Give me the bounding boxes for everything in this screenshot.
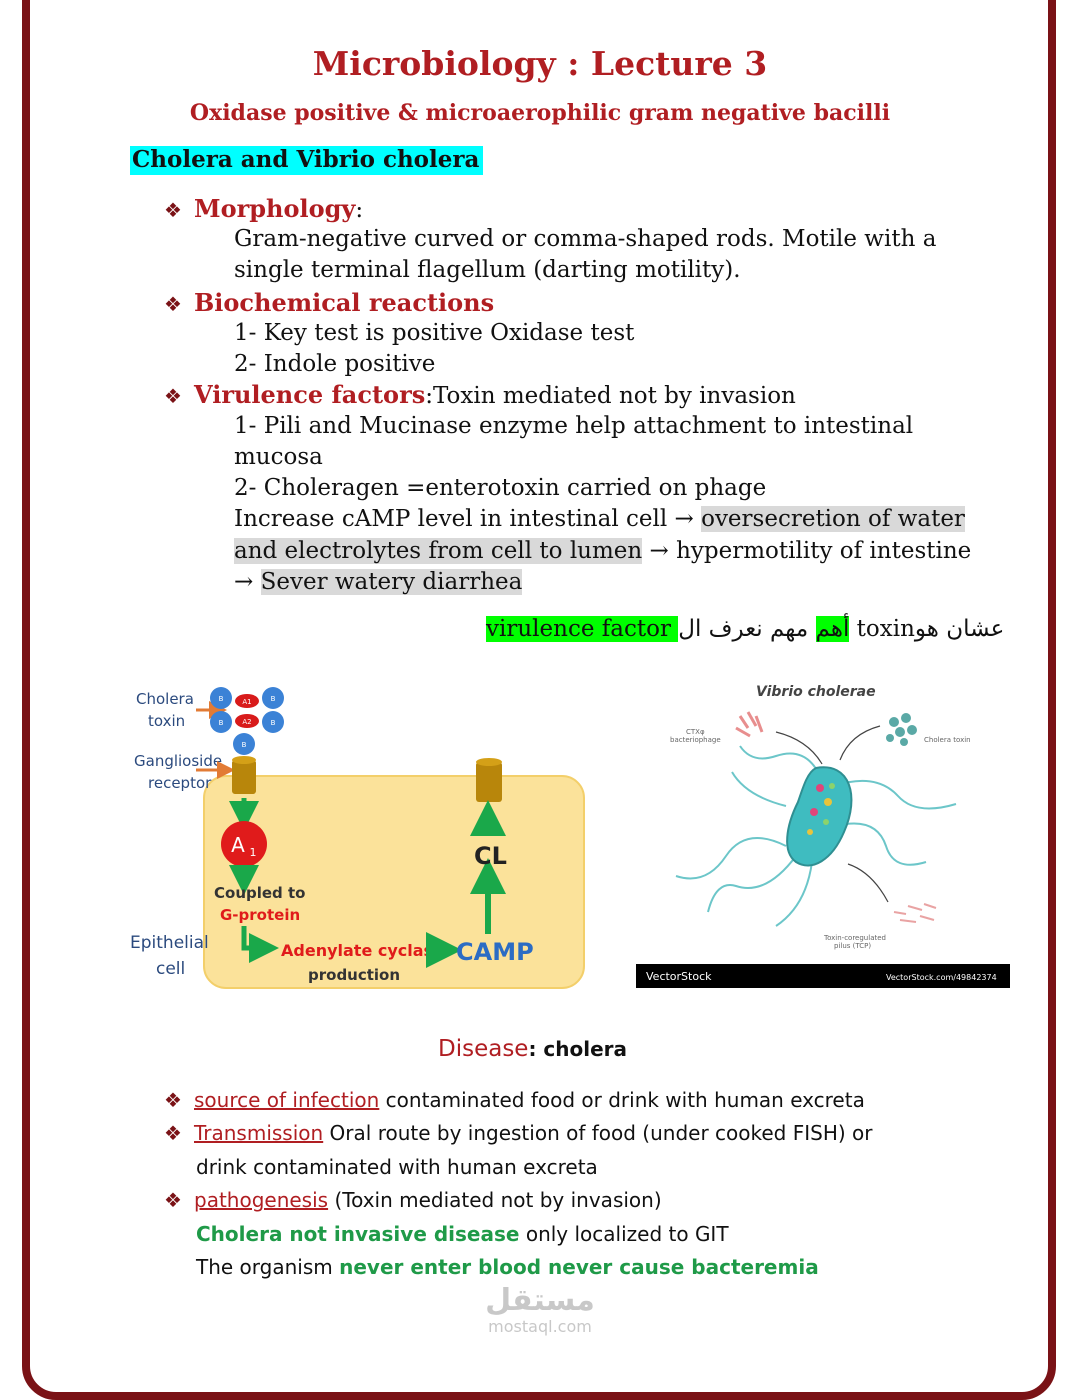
label-cholera-toxin-1: Cholera xyxy=(136,690,194,708)
pathogenesis-line-b: The organism never enter blood never cause bacteremia xyxy=(196,1255,819,1279)
virulence-line-3: 2- Choleragen =enterotoxin carried on phage xyxy=(234,475,767,501)
virulence-line-5: and electrolytes from cell to lumen → hypermotility of intestine xyxy=(234,538,972,564)
svg-text:B: B xyxy=(218,695,224,703)
biochemical-line-1: 1- Key test is positive Oxidase test xyxy=(234,320,635,346)
svg-text:B: B xyxy=(218,719,224,727)
toxin-mechanism-diagram xyxy=(126,680,596,1000)
label-gprotein: G-protein xyxy=(220,906,301,924)
label-production: production xyxy=(308,966,401,984)
ganglioside-receptor-shape xyxy=(232,760,256,794)
section-heading: Cholera and Vibrio cholera xyxy=(130,146,483,175)
pathogenesis-bullet: ❖ pathogenesis (Toxin mediated not by invasion) xyxy=(164,1188,662,1212)
label-camp: CAMP xyxy=(456,938,534,966)
virulence-bullet xyxy=(164,380,796,412)
mostaql-watermark: مستقل mostaql.com xyxy=(485,1283,595,1336)
label-epithelial-2: cell xyxy=(156,959,186,979)
label-epithelial-1: Epithelial xyxy=(130,933,209,953)
disease-label: Disease xyxy=(438,1036,529,1062)
label-ganglioside-1: Ganglioside xyxy=(134,752,223,770)
biochemical-bullet xyxy=(164,288,494,317)
source-bullet: ❖ source of infection contaminated food or drink with human excreta xyxy=(164,1088,865,1112)
label-cl: CL xyxy=(474,842,507,870)
virulence-line-1: 1- Pili and Mucinase enzyme help attachment to intestinal xyxy=(234,413,914,439)
diamond-bullet-icon: ❖ xyxy=(164,292,182,316)
svg-text:1: 1 xyxy=(249,846,257,859)
diamond-bullet-icon: ❖ xyxy=(164,1121,182,1145)
arabic-note: virulence factor أهم مهم نعرف ال toxinعشان هو xyxy=(486,616,1005,642)
morphology-bullet: ❖ Morphology: xyxy=(164,194,364,223)
ctx-label-2: bacteriophage xyxy=(670,736,721,744)
svg-text:A1: A1 xyxy=(242,698,252,706)
svg-text:A2: A2 xyxy=(242,718,252,726)
vibrio-cholerae-illustration xyxy=(636,676,1010,988)
pathogenesis-label: pathogenesis xyxy=(194,1188,329,1212)
transmission-bullet: ❖ Transmission Oral route by ingestion of food (under cooked FISH) or xyxy=(164,1121,873,1145)
virulence-rest: :Toxin mediated not by invasion xyxy=(425,383,796,409)
toxin-label: Cholera toxin xyxy=(924,736,971,744)
label-cholera-toxin-2: toxin xyxy=(148,712,186,730)
highlight-diarrhea: Sever watery diarrhea xyxy=(260,569,523,595)
highlight-electrolytes: and electrolytes from cell to lumen xyxy=(234,538,643,564)
diamond-bullet-icon: ❖ xyxy=(164,384,182,408)
ctx-label-1: CTXφ xyxy=(686,728,705,736)
svg-text:A: A xyxy=(231,833,245,857)
biochemical-label: Biochemical reactions xyxy=(194,288,495,317)
disease-heading xyxy=(438,1036,627,1062)
morphology-label: Morphology xyxy=(194,194,356,223)
virulence-label: Virulence factors xyxy=(194,380,426,409)
label-adenylate: Adenylate cyclase xyxy=(281,941,444,960)
page-subtitle: Oxidase positive & microaerophilic gram negative bacilli xyxy=(189,100,891,126)
vectorstock-left: VectorStock xyxy=(646,970,712,983)
vectorstock-right: VectorStock.com/49842374 xyxy=(886,973,997,982)
page-title: Microbiology : Lecture 3 xyxy=(312,44,768,83)
virulence-line-4: Increase cAMP level in intestinal cell → oversecretion of water xyxy=(234,506,965,532)
diamond-bullet-icon: ❖ xyxy=(164,1188,182,1212)
pathogenesis-line-a: Cholera not invasive disease only localized to GIT xyxy=(196,1222,729,1246)
svg-text:B: B xyxy=(241,741,247,749)
highlight-virulence-factor: virulence factor أهم xyxy=(486,616,850,642)
transmission-label: Transmission xyxy=(194,1121,324,1145)
transmission-line-2: drink contaminated with human excreta xyxy=(196,1155,598,1179)
label-ganglioside-2: receptor xyxy=(148,774,212,792)
morphology-line-1: Gram-negative curved or comma-shaped rods. Motile with a xyxy=(234,226,937,252)
highlight-oversecretion: oversecretion of water xyxy=(701,506,965,532)
tcp-label-2: pilus (TCP) xyxy=(834,942,872,950)
tcp-label-1: Toxin-coregulated xyxy=(824,934,886,942)
virulence-line-2: mucosa xyxy=(234,444,323,470)
source-label: source of infection xyxy=(194,1088,380,1112)
biochemical-line-2: 2- Indole positive xyxy=(234,351,436,377)
disease-value: : cholera xyxy=(528,1037,628,1061)
vibrio-title: Vibrio cholerae xyxy=(756,684,876,700)
svg-text:B: B xyxy=(270,719,276,727)
diamond-bullet-icon: ❖ xyxy=(164,198,182,222)
svg-text:B: B xyxy=(270,695,276,703)
label-coupled: Coupled to xyxy=(214,884,306,902)
cl-channel-shape xyxy=(476,762,502,802)
morphology-line-2: single terminal flagellum (darting motility). xyxy=(234,257,741,283)
virulence-line-6: → Sever watery diarrhea xyxy=(234,569,523,595)
diamond-bullet-icon: ❖ xyxy=(164,1088,182,1112)
